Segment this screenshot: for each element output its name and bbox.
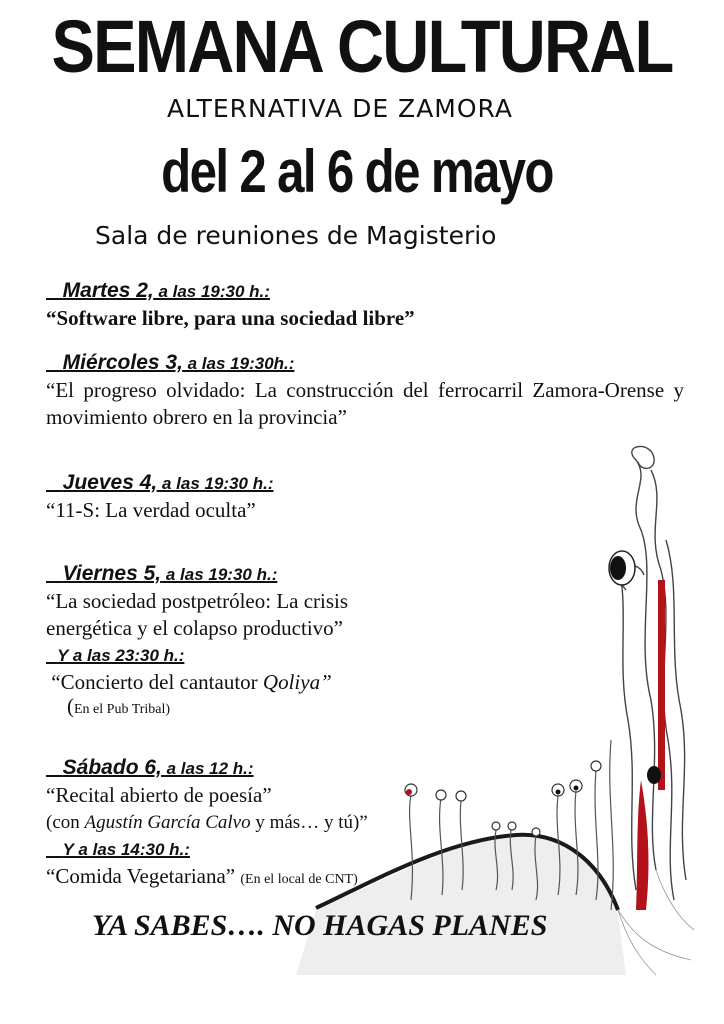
concert-artist: Qoliya”: [262, 670, 332, 694]
event-day: Sábado 6,: [62, 756, 162, 779]
event-second-time: [46, 836, 466, 863]
event-viernes: [46, 561, 466, 720]
event-miercoles: [46, 350, 684, 431]
guest-name: Agustín García Calvo: [84, 812, 251, 833]
event-sabado: [46, 755, 466, 893]
event-heading: [46, 278, 684, 305]
event-heading: [46, 350, 684, 377]
event-heading: [46, 561, 466, 588]
event-day: Martes 2,: [62, 279, 154, 302]
guest-prefix: (con: [46, 812, 85, 833]
event-time: a las 19:30 h.:: [161, 565, 278, 584]
event-jueves: [46, 470, 684, 524]
event-day: Miércoles 3,: [62, 351, 183, 374]
concert-note-line: [46, 696, 466, 720]
event-time: a las 19:30h.:: [182, 354, 295, 373]
guest-line: [46, 809, 466, 836]
meal-title: “Comida Vegetariana”: [46, 864, 241, 888]
concert-prefix: “Concierto del cantautor: [51, 670, 263, 694]
event-title: “Software libre, para una sociedad libre”: [46, 306, 415, 330]
event-title: “El progreso olvidado: La construcción del ferrocarril Zamora-Orense y movimiento obrero en la provincia”: [46, 378, 684, 429]
venue-line: Sala de reuniones de Magisterio: [95, 221, 497, 250]
poster-title: SEMANA CULTURAL: [51, 5, 673, 88]
footer-slogan: YA SABES…. NO HAGAS PLANES: [92, 909, 548, 942]
event-heading: [46, 470, 684, 497]
event-heading: [46, 755, 466, 782]
event-second-time: [46, 642, 466, 669]
event-title-line2: energética y el colapso productivo”: [46, 616, 343, 640]
event-title-line1: “La sociedad postpetróleo: La crisis: [46, 589, 349, 613]
meal-note: (En el local de CNT): [240, 872, 358, 887]
event-time: a las 19:30 h.:: [157, 474, 274, 493]
concert-line: [46, 669, 466, 696]
meal-line: [46, 863, 466, 893]
poster-dates: del 2 al 6 de mayo: [161, 138, 553, 205]
event-day: Viernes 5,: [62, 562, 162, 585]
concert-note-paren: (: [67, 694, 74, 718]
concert-note: En el Pub Tribal): [74, 702, 171, 717]
event-title: “11-S: La verdad oculta”: [46, 498, 256, 522]
event-martes: [46, 278, 684, 332]
guest-suffix: y más… y tú)”: [250, 812, 368, 833]
second-time-label: Y a las 14:30 h.:: [62, 840, 190, 859]
poster-subtitle: ALTERNATIVA DE ZAMORA: [166, 94, 513, 123]
event-time: a las 12 h.:: [161, 759, 254, 778]
second-time-label: Y a las 23:30 h.:: [57, 646, 185, 665]
event-day: Jueves 4,: [62, 471, 158, 494]
event-time: a las 19:30 h.:: [153, 282, 270, 301]
event-title: “Recital abierto de poesía”: [46, 783, 272, 807]
